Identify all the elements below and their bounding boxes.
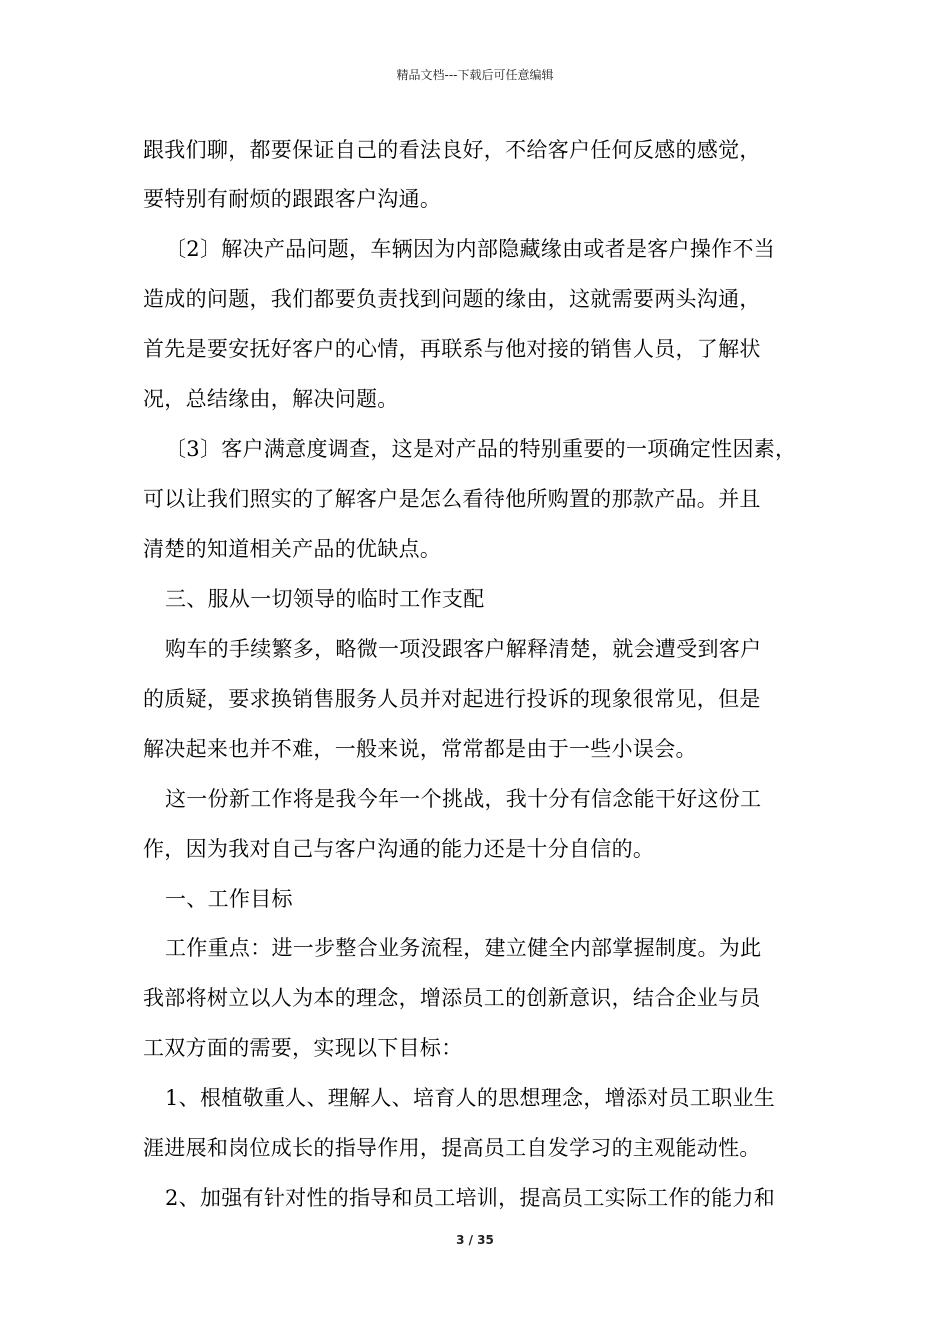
text-line: 的质疑，要求换销售服务人员并对起进行投诉的现象很常见，但是	[143, 687, 761, 711]
section-heading: 一、工作目标	[165, 887, 293, 911]
text-line: 这一份新工作将是我今年一个挑战，我十分有信念能干好这份工	[165, 787, 762, 811]
text-line: 作，因为我对自己与客户沟通的能力还是十分自信的。	[143, 837, 655, 861]
section-heading: 三、服从一切领导的临时工作支配	[165, 587, 485, 611]
text-line: 我部将树立以人为本的理念，增添员工的创新意识，结合企业与员	[143, 986, 761, 1010]
text-line: 要特别有耐烦的跟跟客户沟通。	[143, 187, 442, 211]
text-line: 解决起来也并不难，一般来说，常常都是由于一些小误会。	[143, 737, 697, 761]
text-line: 涯进展和岗位成长的指导作用，提高员工自发学习的主观能动性。	[143, 1136, 761, 1160]
text-line: 工双方面的需要，实现以下目标：	[143, 1036, 463, 1060]
text-line: 清楚的知道相关产品的优缺点。	[143, 537, 442, 561]
text-line: 工作重点：进一步整合业务流程，建立健全内部掌握制度。为此	[165, 936, 762, 960]
text-line: 2、加强有针对性的指导和员工培训，提高员工实际工作的能力和	[165, 1186, 776, 1210]
text-line: 〔3〕客户满意度调查，这是对产品的特别重要的一项确定性因素，	[165, 437, 797, 461]
text-line: 况，总结缘由，解决问题。	[143, 387, 399, 411]
text-line: 购车的手续繁多，略微一项没跟客户解释清楚，就会遭受到客户	[165, 637, 762, 661]
text-line: 跟我们聊，都要保证自己的看法良好，不给客户任何反感的感觉，	[143, 138, 761, 162]
text-line: 〔2〕解决产品问题，车辆因为内部隐藏缘由或者是客户操作不当	[165, 237, 776, 261]
text-line: 首先是要安抚好客户的心情，再联系与他对接的销售人员，了解状	[143, 337, 761, 361]
page-number: 3 / 35	[456, 1233, 494, 1247]
text-line: 1、根植敬重人、理解人、培育人的思想理念，增添对员工职业生	[165, 1086, 776, 1110]
text-line: 造成的问题，我们都要负责找到问题的缘由，这就需要两头沟通，	[143, 287, 761, 311]
text-line: 可以让我们照实的了解客户是怎么看待他所购置的那款产品。并且	[143, 487, 761, 511]
page-header: 精品文档---下载后可任意编辑	[396, 68, 554, 82]
